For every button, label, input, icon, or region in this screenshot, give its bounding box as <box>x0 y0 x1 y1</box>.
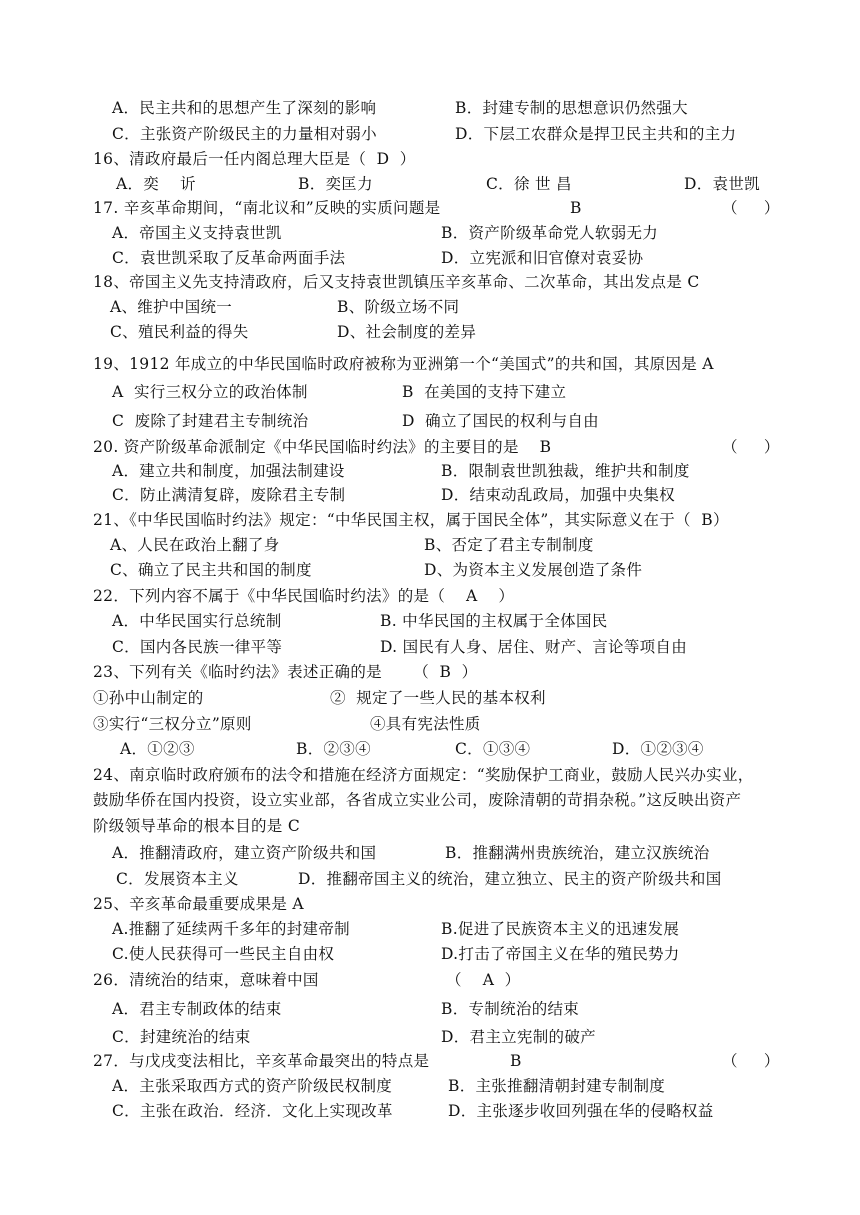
option-d: D、社会制度的差异 <box>337 323 477 341</box>
answer-blank: （ ） <box>722 1052 780 1070</box>
question-25-stem: 25、辛亥革命最重要成果是 A <box>93 895 304 913</box>
option-c: C．国内各民族一律平等 <box>112 638 283 656</box>
question-16-stem: 16、清政府最后一任内阁总理大臣是（ D ） <box>93 150 416 168</box>
option-c: C 废除了封建君主专制统治 <box>112 412 309 430</box>
option-a: A 实行三权分立的政治体制 <box>112 383 308 401</box>
option-a: A．帝国主义支持袁世凯 <box>112 224 282 242</box>
option-d: D．①②③④ <box>612 740 704 758</box>
option-c: C．袁世凯采取了反革命两面手法 <box>112 249 346 267</box>
statement-item: ④具有宪法性质 <box>370 715 481 733</box>
option-b: B 在美国的支持下建立 <box>402 383 567 401</box>
answer-blank: （ ） <box>722 199 780 217</box>
option-d: D 确立了国民的权利与自由 <box>402 412 599 430</box>
option-b: B．推翻满州贵族统治，建立汉族统治 <box>445 844 710 862</box>
question-17-stem: 17. 辛亥革命期间，“南北议和”反映的实质问题是 <box>93 199 441 217</box>
option-b: B．奕匡力 <box>298 175 373 193</box>
statement-item: ①孙中山制定的 <box>93 689 204 707</box>
option-a: A．君主专制政体的结束 <box>112 1000 282 1018</box>
option-c: C．徐 世 昌 <box>486 175 572 193</box>
option-a: A．中华民国实行总统制 <box>112 612 282 630</box>
question-22-stem: 22．下列内容不属于《中华民国临时约法》的是（ A ） <box>93 587 515 605</box>
option-d: D．下层工农群众是捍卫民主共和的主力 <box>455 125 737 143</box>
option-c: C．发展资本主义 <box>116 870 239 888</box>
answer-mark: B <box>570 199 582 217</box>
question-19-stem: 19、1912 年成立的中华民国临时政府被称为亚洲第一个“美国式”的共和国，其原因是 A <box>93 355 714 373</box>
option-b: B．专制统治的结束 <box>441 1000 580 1018</box>
question-24-stem-line: 鼓励华侨在国内投资，设立实业部，各省成立实业公司，废除清朝的苛捐杂税。”这反映出资产 <box>93 791 742 809</box>
question-20-stem: 20. 资产阶级革命派制定《中华民国临时约法》的主要目的是 B <box>93 438 552 456</box>
option-b: B．主张推翻清朝封建专制制度 <box>448 1077 666 1095</box>
option-b: B．封建专制的思想意识仍然强大 <box>455 99 688 117</box>
statement-item: ② 规定了一些人民的基本权利 <box>330 689 546 707</box>
option-c: C．封建统治的结束 <box>112 1028 251 1046</box>
option-b: B．资产阶级革命党人软弱无力 <box>441 224 659 242</box>
question-27-stem: 27．与戊戌变法相比，辛亥革命最突出的特点是 <box>93 1052 430 1070</box>
option-a: A．推翻清政府，建立资产阶级共和国 <box>112 844 377 862</box>
option-d: D.打击了帝国主义在华的殖民势力 <box>441 945 680 963</box>
question-24-stem: 24、南京临时政府颁布的法令和措施在经济方面规定：“奖励保护工商业，鼓励人民兴办实业， <box>93 766 754 784</box>
option-a: A、维护中国统一 <box>110 298 233 316</box>
option-d: D．结束动乱政局，加强中央集权 <box>441 486 675 504</box>
option-d: D．主张逐步收回列强在华的侵略权益 <box>448 1102 714 1120</box>
option-c: C.使人民获得可一些民主自由权 <box>112 945 335 963</box>
option-a: A.推翻了延续两千多年的封建帝制 <box>112 920 350 938</box>
option-d: D．推翻帝国主义的统治，建立独立、民主的资产阶级共和国 <box>298 870 722 888</box>
option-d: D、为资本主义发展创造了条件 <box>424 561 643 579</box>
option-c: C、确立了民主共和国的制度 <box>110 561 312 579</box>
answer-mark: B <box>510 1052 522 1070</box>
option-a: A．奕 䜣 <box>116 175 196 193</box>
option-a: A．①②③ <box>120 740 195 758</box>
option-c: C．防止满清复辟，废除君主专制 <box>112 486 346 504</box>
option-a: A、人民在政治上翻了身 <box>110 536 280 554</box>
option-d: D．立宪派和旧官僚对袁妥协 <box>441 249 644 267</box>
option-d: D．君主立宪制的破产 <box>441 1028 596 1046</box>
option-d: D. 国民有人身、居住、财产、言论等项自由 <box>380 638 688 656</box>
option-b: B．②③④ <box>296 740 371 758</box>
option-a: A．建立共和制度，加强法制建设 <box>112 462 345 480</box>
option-c: C．主张在政治．经济．文化上实现改革 <box>112 1102 393 1120</box>
option-a: A．民主共和的思想产生了深刻的影响 <box>112 99 377 117</box>
option-c: C、殖民利益的得失 <box>110 323 249 341</box>
answer-blank: （ ） <box>722 438 780 456</box>
question-18-stem: 18、帝国主义先支持清政府，后又支持袁世凯镇压辛亥革命、二次革命，其出发点是 C <box>93 273 700 291</box>
option-c: C．主张资产阶级民主的力量相对弱小 <box>112 125 377 143</box>
option-b: B、否定了君主专制制度 <box>424 536 594 554</box>
option-b: B．限制袁世凯独裁，维护共和制度 <box>441 462 690 480</box>
option-d: D．袁世凯 <box>684 175 760 193</box>
question-21-stem: 21、《中华民国临时约法》规定：“中华民国主权，属于国民全体”，其实际意义在于（ B） <box>93 511 729 529</box>
question-23-stem: 23、下列有关《临时约法》表述正确的是 （ B ） <box>93 663 478 681</box>
option-b: B. 中华民国的主权属于全体国民 <box>380 612 608 630</box>
option-c: C．①③④ <box>455 740 531 758</box>
option-a: A．主张采取西方式的资产阶级民权制度 <box>112 1077 393 1095</box>
statement-item: ③实行“三权分立”原则 <box>93 715 252 733</box>
answer-mark: （ A ） <box>446 971 521 989</box>
question-26-stem: 26．清统治的结束，意味着中国 <box>93 971 319 989</box>
option-b: B、阶级立场不同 <box>337 298 460 316</box>
option-b: B.促进了民族资本主义的迅速发展 <box>441 920 680 938</box>
question-24-stem-line: 阶级领导革命的根本目的是 C <box>93 817 300 835</box>
